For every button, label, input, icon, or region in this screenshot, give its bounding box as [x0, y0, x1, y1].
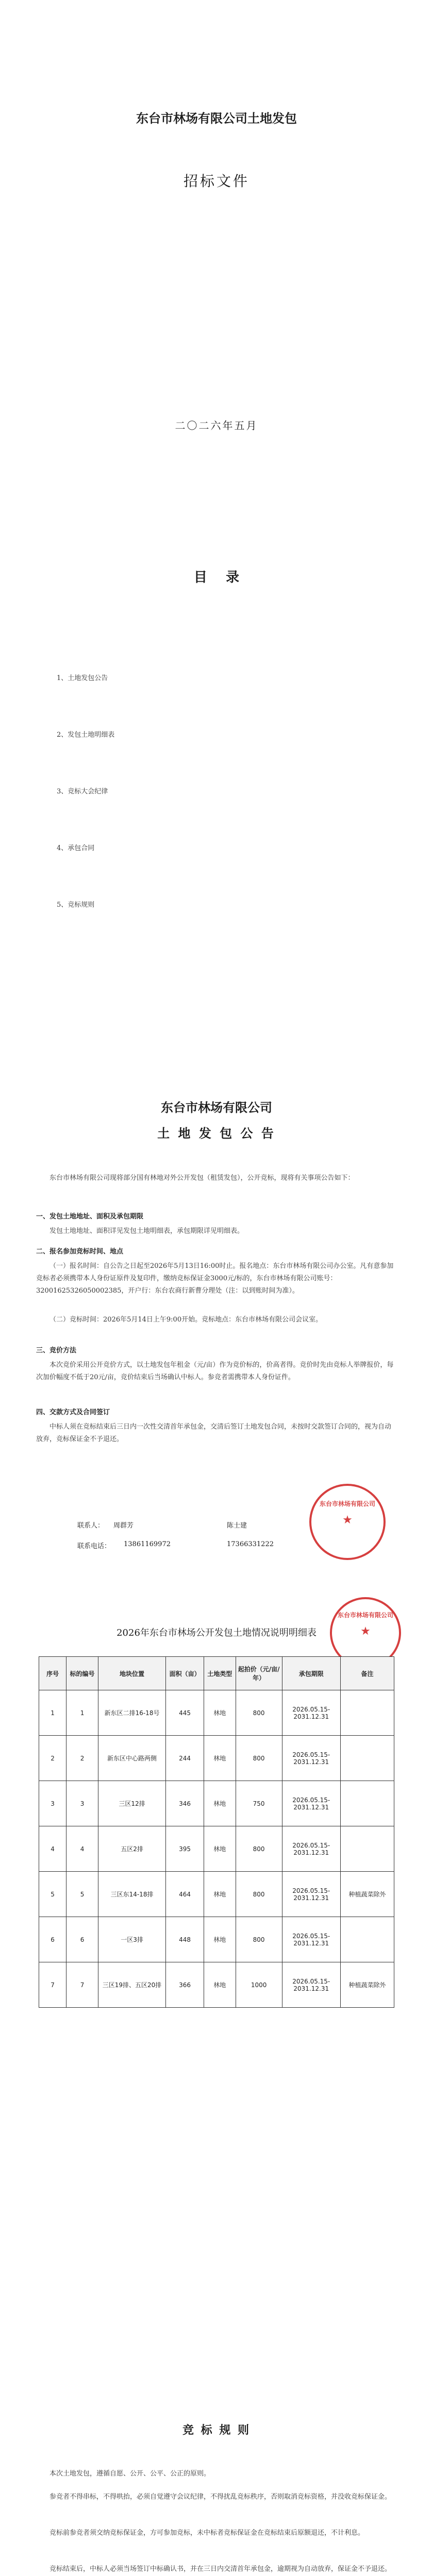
table-cell — [340, 1690, 394, 1736]
rules-title: 竞 标 规 则 — [182, 2424, 251, 2437]
company-title: 东台市林场有限公司土地发包 — [136, 111, 297, 126]
table-cell: 464 — [166, 1872, 204, 1917]
table-title: 2026年东台市林场公开发包土地情况说明明细表 — [116, 1628, 317, 1638]
table-cell: 3 — [66, 1781, 98, 1826]
contact-phone: 13861169972 — [124, 1540, 171, 1548]
column-header: 承包期限 — [282, 1657, 340, 1690]
table-cell: 林地 — [204, 1781, 236, 1826]
table-cell: 6 — [66, 1917, 98, 1962]
table-cell: 2026.05.15-2031.12.31 — [282, 1917, 340, 1962]
table-cell: 1 — [39, 1690, 66, 1736]
notice-paragraph: （一）报名时间：自公告之日起至2026年5月13日16:00时止。报名地点：东台市林场有限公司办公室。凡有意参加竞标者必须携带本人身份证原件及复印件，缴纳竞标保证金3000元/标的，东台市林场有限公司账号：32001625326050002385，开户行：东台农商行新曹分理处（注：以到账时间为准）。 — [36, 1262, 394, 1295]
table-cell: 244 — [166, 1736, 204, 1781]
column-header: 备注 — [340, 1657, 394, 1690]
table-cell: 种植蔬菜除外 — [340, 1872, 394, 1917]
notice-title-line1: 东台市林场有限公司 — [161, 1100, 272, 1115]
table-row — [39, 1917, 394, 1962]
contact-label: 联系人： — [77, 1522, 105, 1530]
table-cell: 366 — [166, 1962, 204, 2008]
notice-intro: 东台市林场有限公司现将部分国有林地对外公开发包（租赁发包），公开竞标，现将有关事项公告如下： — [49, 1174, 355, 1182]
rules-paragraph: 竞标结束后，中标人必须当场签订中标确认书，并在三日内交清首年承包金，逾期视为自动放弃，保证金不予退还。 — [49, 2565, 392, 2573]
table-cell: 395 — [166, 1826, 204, 1872]
table-cell: 800 — [236, 1690, 282, 1736]
table-row — [39, 1736, 394, 1781]
table-cell: 7 — [66, 1962, 98, 2008]
company-seal: ★ 东台市林场有限公司 — [309, 1484, 386, 1560]
notice-title-line2: 土 地 发 包 公 告 — [157, 1126, 276, 1141]
table-row — [39, 1872, 394, 1917]
document-title: 招标文件 — [183, 173, 249, 190]
table-cell: 2 — [39, 1736, 66, 1781]
table-cell: 林地 — [204, 1872, 236, 1917]
table-cell: 800 — [236, 1826, 282, 1872]
table-cell — [340, 1781, 394, 1826]
table-cell: 6 — [39, 1917, 66, 1962]
table-cell: 林地 — [204, 1736, 236, 1781]
table-cell: 7 — [39, 1962, 66, 2008]
contact-name: 周群芳 — [113, 1522, 134, 1530]
table-cell — [340, 1736, 394, 1781]
table-cell: 2026.05.15-2031.12.31 — [282, 1826, 340, 1872]
toc-item[interactable]: 4、承包合同 — [57, 844, 95, 852]
toc-item[interactable]: 1、土地发包公告 — [57, 674, 108, 682]
table-row — [39, 1962, 394, 2008]
land-details-table — [39, 1656, 394, 2008]
table-cell: 800 — [236, 1736, 282, 1781]
column-header: 土地类型 — [204, 1657, 236, 1690]
table-cell: 林地 — [204, 1690, 236, 1736]
rules-paragraph: 本次土地发包，遵循自愿、公开、公平、公正的原则。 — [49, 2470, 211, 2478]
notice-section-heading: 一、发包土地地址、面积及承包期限 — [36, 1213, 144, 1221]
table-cell — [340, 1917, 394, 1962]
contact-name: 陈士建 — [227, 1522, 247, 1530]
table-cell: 林地 — [204, 1917, 236, 1962]
table-cell: 445 — [166, 1690, 204, 1736]
rules-paragraph: 竞标前参竞者须交纳竞标保证金，方可参加竞标，未中标者竞标保证金在竞标结束后原额退还，不计利息。 — [49, 2529, 365, 2537]
table-cell: 种植蔬菜除外 — [340, 1962, 394, 2008]
notice-paragraph: 本次竞价采用公开竞价方式，以土地发包年租金（元/亩）作为竞价标的，价高者得。竞价时先由竞标人举牌报价，每次加价幅度不低于20元/亩，竞价结束后当场确认中标人。参竞者需携带本人身份证件。 — [36, 1361, 394, 1381]
table-cell: 800 — [236, 1917, 282, 1962]
contact-phone: 17366331222 — [227, 1540, 274, 1548]
notice-paragraph: （二）竞标时间：2026年5月14日上午9:00开始。竞标地点：东台市林场有限公司会议室。 — [49, 1316, 323, 1324]
table-cell: 一区3排 — [98, 1917, 165, 1962]
table-cell: 新东区二排16-18号 — [98, 1690, 165, 1736]
table-cell: 2026.05.15-2031.12.31 — [282, 1962, 340, 2008]
table-cell: 4 — [39, 1826, 66, 1872]
column-header: 起拍价（元/亩/年） — [236, 1657, 282, 1690]
table-cell — [340, 1826, 394, 1872]
column-header: 标的编号 — [66, 1657, 98, 1690]
table-cell: 750 — [236, 1781, 282, 1826]
table-cell: 三区19排、五区20排 — [98, 1962, 165, 2008]
column-header: 序号 — [39, 1657, 66, 1690]
notice-section-heading: 四、交款方式及合同签订 — [36, 1409, 110, 1416]
table-cell: 三区东14-18排 — [98, 1872, 165, 1917]
toc-item[interactable]: 5、竞标规则 — [57, 901, 95, 909]
rules-paragraph: 参竞者不得串标，不得哄抬，必须自觉遵守会议纪律，不得扰乱竞标秩序，否则取消竞标资格，并没收竞标保证金。 — [49, 2493, 392, 2501]
table-cell: 新东区中心路两侧 — [98, 1736, 165, 1781]
contact-label: 联系电话： — [77, 1543, 111, 1550]
company-seal: ★ 东台市林场有限公司 — [330, 1597, 401, 1668]
toc-item[interactable]: 2、发包土地明细表 — [57, 731, 115, 739]
table-cell: 2026.05.15-2031.12.31 — [282, 1872, 340, 1917]
column-header: 地块位置 — [98, 1657, 165, 1690]
table-cell: 448 — [166, 1917, 204, 1962]
table-cell: 五区2排 — [98, 1826, 165, 1872]
table-cell: 1 — [66, 1690, 98, 1736]
toc-title: 目 录 — [193, 570, 240, 585]
notice-paragraph: 发包土地地址、面积详见发包土地明细表，承包期限详见明细表。 — [49, 1227, 244, 1235]
table-cell: 2026.05.15-2031.12.31 — [282, 1690, 340, 1736]
table-row — [39, 1826, 394, 1872]
table-cell: 2026.05.15-2031.12.31 — [282, 1736, 340, 1781]
table-cell: 346 — [166, 1781, 204, 1826]
table-cell: 三区12排 — [98, 1781, 165, 1826]
table-cell: 林地 — [204, 1826, 236, 1872]
cover-date: 二〇二六年五月 — [175, 419, 258, 432]
notice-section-heading: 三、竞价方法 — [36, 1347, 77, 1354]
table-cell: 5 — [66, 1872, 98, 1917]
table-cell: 4 — [66, 1826, 98, 1872]
table-cell: 2026.05.15-2031.12.31 — [282, 1781, 340, 1826]
notice-paragraph: 中标人须在竞标结束后三日内一次性交清首年承包金，交清后签订土地发包合同，未按时交款签订合同的，视为自动放弃，竞标保证金不予退还。 — [36, 1423, 392, 1443]
table-cell: 5 — [39, 1872, 66, 1917]
table-cell: 2 — [66, 1736, 98, 1781]
table-row — [39, 1690, 394, 1736]
table-cell: 800 — [236, 1872, 282, 1917]
toc-item[interactable]: 3、竞标大会纪律 — [57, 788, 108, 795]
notice-section-heading: 二、报名参加竞标时间、地点 — [36, 1248, 124, 1256]
column-header: 面积（亩） — [166, 1657, 204, 1690]
table-cell: 1000 — [236, 1962, 282, 2008]
table-cell: 林地 — [204, 1962, 236, 2008]
table-cell: 3 — [39, 1781, 66, 1826]
table-row — [39, 1781, 394, 1826]
